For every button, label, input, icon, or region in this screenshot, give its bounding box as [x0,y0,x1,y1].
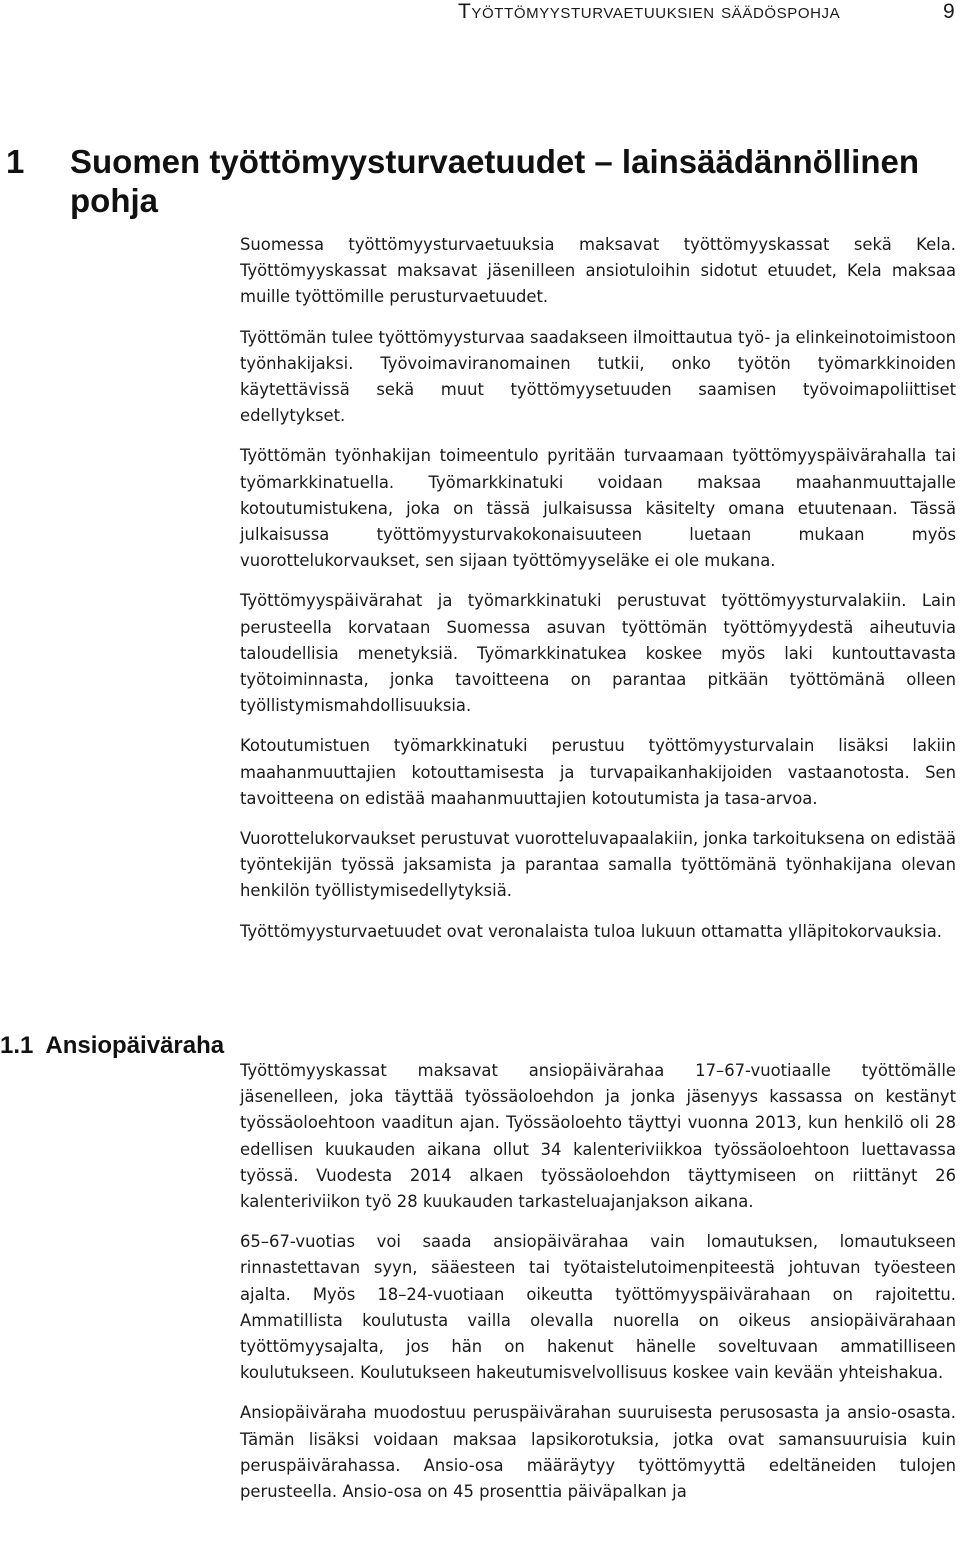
page-number: 9 [943,0,956,23]
paragraph: Työttömyysturvaetuudet ovat veronalaista tuloa lukuun ottamatta ylläpitokorvauksia. [240,921,942,941]
chapter-heading [6,142,956,220]
running-head [0,0,960,26]
paragraph: Työttömyyspäivärahat ja työmarkkinatuki perustuvat työttömyysturvalakiin. Lain perusteella korvataan Suomessa asuvan työttömän työttömyydestä aiheutuvia taloudellisia menetyksiä. Työmarkkinatukea koskee myös laki kuntouttavasta työtoiminnasta, jonka tavoitteena on parantaa pitkään työttömänä olleen työllistymismahdollisuuksia. [240,591,956,716]
paragraph: Kotoutumistuen työmarkkinatuki perustuu työttömyysturvalain lisäksi lakiin maahanmuuttajien kotouttamisesta ja turvapaikanhakijoiden vastaanotosta. Sen tavoitteena on edistää maahanmuuttajien kotoutumista ja tasa-arvoa. [240,736,956,808]
paragraph: Työttömän tulee työttömyysturvaa saadakseen ilmoittautua työ- ja elinkeinotoimistoon työnhakijaksi. Työvoimaviranomainen tutkii, onko työtön työmarkkinoiden käytettävissä sekä muut työttömyysetuuden saamisen työvoimapoliittiset edellytykset. [240,327,956,426]
section-heading [0,1029,240,1063]
section-title: Ansiopäiväraha [45,1031,225,1059]
running-head-title: Työttömyysturvaetuuksien säädöspohja [458,0,841,23]
chapter-title: Suomen työttömyysturvaetuudet – lainsäädännöllinen pohja [70,143,919,220]
paragraph: Työttömyyskassat maksavat ansiopäivärahaa 17–67-vuotiaalle työttömälle jäsenelleen, joka täyttää työssäoloehdon ja jonka jäsenyys kassassa on kestänyt työssäoloehtoon vaaditun ajan. Työssäoloehto täyttyi vuonna 2013, kun henkilö oli 28 edellisen kuukauden aikana ollut 34 kalenteriviikkoa työssäoloehtoon luettavassa työssä. Vuodesta 2014 alkaen työssäoloehdon täyttymiseen on riittänyt 26 kalenteriviikon työ 28 kuukauden tarkasteluajanjakson aikana. [240,1061,956,1212]
intro-text [240,232,956,945]
section-number: 1.1 [0,1031,34,1059]
paragraph: Ansiopäiväraha muodostuu peruspäivärahan suuruisesta perusosasta ja ansio-osasta. Tämän lisäksi voidaan maksaa lapsikorotuksia, jotka ovat samansuuruisia kuin peruspäivärahassa. Ansio-osa määräytyy työttömyyttä edeltäneiden tulojen perusteella. Ansio-osa on 45 prosenttia päiväpalkan ja [240,1403,956,1502]
section-text [240,1058,956,1505]
paragraph: Vuorottelukorvaukset perustuvat vuorotteluvapaalakiin, jonka tarkoituksena on edistää työntekijän työssä jaksamista ja parantaa samalla työttömänä työnhakijana olevan henkilön työllistymisedellytyksiä. [240,829,956,901]
paragraph: Työttömän työnhakijan toimeentulo pyritään turvaamaan työttömyyspäivärahalla tai työmarkkinatuella. Työmarkkinatuki voidaan maksaa maahanmuuttajalle kotoutumistukena, joka on tässä julkaisussa käsitelty omana etuutenaan. Tässä julkaisussa työttömyysturvakokonaisuuteen luetaan mukaan myös vuorottelukorvaukset, sen sijaan työttömyyseläke ei ole mukana. [240,446,956,571]
paragraph: 65–67-vuotias voi saada ansiopäivärahaa vain lomautuksen, lomautukseen rinnastettavan syyn, sääesteen tai työtaistelutoimenpiteestä johtuvan työesteen ajalta. Myös 18–24-vuotiaan oikeutta työttömyyspäivärahaan on rajoitettu. Ammatillista koulutusta vailla olevalla nuorella on oikeus ansiopäivärahaan työttömyysajalta, jos hän on hakenut hänelle soveltuvaan ammatilliseen koulutukseen. Koulutukseen hakeutumisvelvollisuus koskee vain kevään yhteishakua. [240,1232,956,1383]
chapter-number: 1 [6,143,25,181]
paragraph: Suomessa työttömyysturvaetuuksia maksavat työttömyyskassat sekä Kela. Työttömyyskassat maksavat jäsenilleen ansiotuloihin sidotut etuudet, Kela maksaa muille työttömille perusturvaetuudet. [240,235,956,307]
